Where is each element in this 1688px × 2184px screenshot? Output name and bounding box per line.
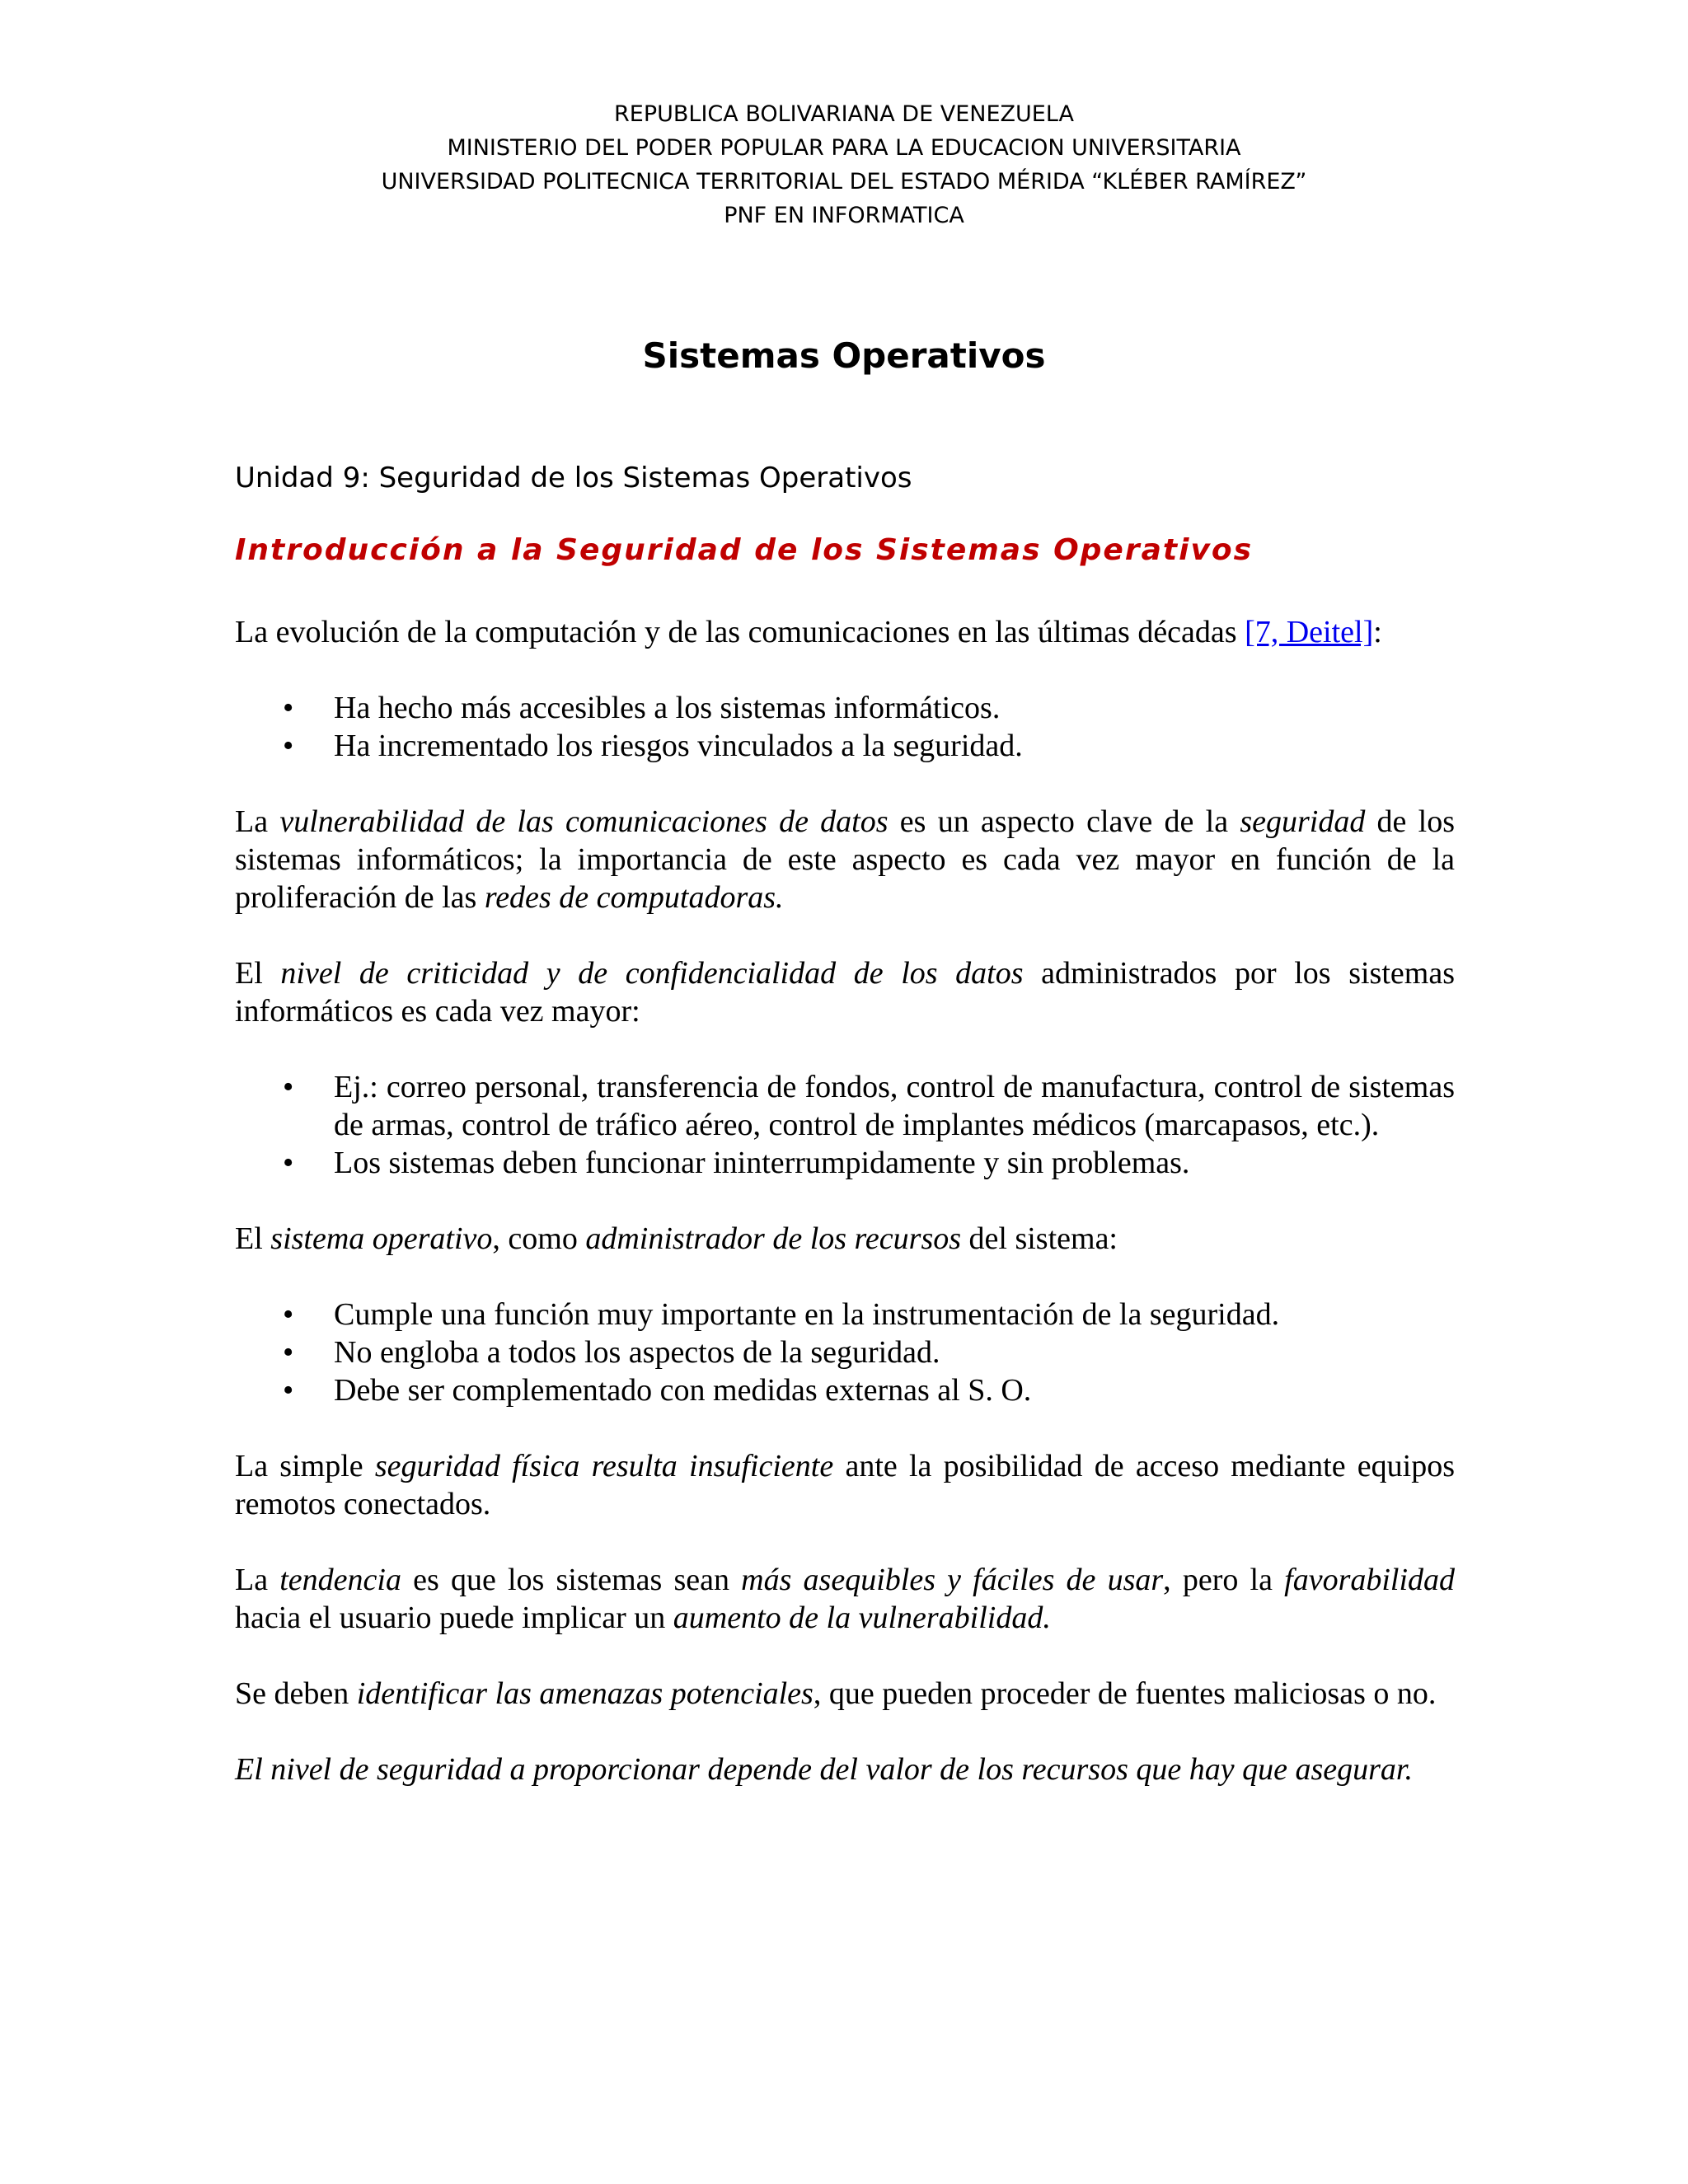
paragraph-criticality: El nivel de criticidad y de confidencialidad de los datos administrados por los sistemas informáticos es cada vez mayor:	[235, 956, 1455, 1029]
paragraph-physical-security: La simple seguridad física resulta insuficiente ante la posibilidad de acceso mediante equipos remotos conectados.	[235, 1449, 1456, 1521]
header-line-program: PNF EN INFORMATICA	[724, 203, 964, 228]
paragraph-tendency: La tendencia es que los sistemas sean más asequibles y fáciles de usar, pero la favorabilidad hacia el usuario puede implicar un aumento de la vulnerabilidad.	[235, 1563, 1456, 1635]
bullet-icon: •	[283, 691, 294, 725]
paragraph-evolution: La evolución de la computación y de las comunicaciones en las últimas décadas [7, Deitel]:	[235, 615, 1382, 649]
bullet-list-examples	[235, 1068, 1455, 1182]
list-item: • Cumple una función muy importante en la instrumentación de la seguridad.	[283, 1297, 1280, 1332]
list-item: • Los sistemas deben funcionar ininterrumpidamente y sin problemas.	[283, 1146, 1190, 1180]
bullet-icon: •	[283, 1335, 294, 1370]
list-item: • Debe ser complementado con medidas externas al S. O.	[283, 1373, 1032, 1408]
bullet-icon: •	[283, 1070, 294, 1104]
header-line-country: REPUBLICA BOLIVARIANA DE VENEZUELA	[614, 101, 1074, 127]
institution-header	[0, 97, 1688, 232]
list-item: • No engloba a todos los aspectos de la seguridad.	[283, 1335, 940, 1370]
list-item: • Ej.: correo personal, transferencia de fondos, control de manufactura, control de sistemas de armas, control de tráfico aéreo, control de implantes médicos (marcapasos, etc.).	[283, 1070, 1455, 1142]
bullet-list-effects	[235, 689, 1455, 765]
header-line-university: UNIVERSIDAD POLITECNICA TERRITORIAL DEL ESTADO MÉRIDA “KLÉBER RAMÍREZ”	[381, 169, 1307, 194]
bullet-icon: •	[283, 1146, 294, 1180]
deitel-reference-link[interactable]: [7, Deitel]	[1245, 615, 1374, 649]
bullet-icon: •	[283, 1297, 294, 1332]
bullet-icon: •	[283, 729, 294, 763]
unit-subtitle: Unidad 9: Seguridad de los Sistemas Operativos	[235, 462, 912, 494]
document-title: Sistemas Operativos	[642, 335, 1046, 376]
paragraph-operating-system: El sistema operativo, como administrador de los recursos del sistema:	[235, 1221, 1118, 1256]
bullet-list-os-role	[235, 1296, 1455, 1409]
paragraph-threats: Se deben identificar las amenazas potenciales, que pueden proceder de fuentes maliciosas o no.	[235, 1676, 1437, 1711]
paragraph-vulnerability: La vulnerabilidad de las comunicaciones de datos es un aspecto clave de la seguridad de los sistemas informáticos; la importancia de este aspecto es cada vez mayor en función de la proliferación de las redes de computadoras.	[235, 804, 1456, 915]
list-item: • Ha incrementado los riesgos vinculados a la seguridad.	[283, 729, 1023, 763]
list-item: • Ha hecho más accesibles a los sistemas informáticos.	[283, 691, 1001, 725]
section-heading: Introducción a la Seguridad de los Sistemas Operativos	[235, 533, 1254, 567]
document-body	[235, 613, 1455, 1826]
paragraph-security-level: El nivel de seguridad a proporcionar depende del valor de los recursos que hay que asegurar.	[235, 1752, 1413, 1787]
header-line-ministry: MINISTERIO DEL PODER POPULAR PARA LA EDUCACION UNIVERSITARIA	[447, 135, 1241, 161]
bullet-icon: •	[283, 1373, 294, 1408]
